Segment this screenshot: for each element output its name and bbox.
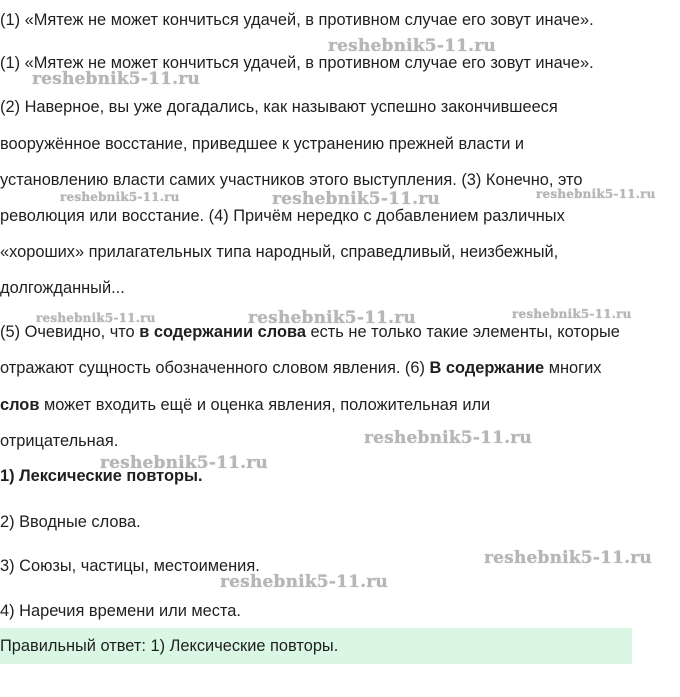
watermark: reshebnik5-11.ru — [36, 311, 156, 325]
paragraph-3-line-3 — [0, 395, 490, 415]
watermark: reshebnik5-11.ru — [536, 187, 656, 201]
paragraph-3-line-2 — [0, 358, 602, 378]
correct-answer: Правильный ответ: 1) Лексические повторы. — [0, 637, 339, 655]
paragraph-2-line-6: долгожданный... — [0, 279, 125, 297]
watermark: reshebnik5-11.ru — [512, 307, 632, 321]
paragraph-2-line-1: (2) Наверное, вы уже догадались, как называют успешно закончившееся — [0, 98, 558, 116]
watermark: reshebnik5-11.ru — [364, 428, 532, 448]
option-4: 4) Наречия времени или места. — [0, 602, 241, 620]
watermark: reshebnik5-11.ru — [328, 36, 496, 56]
text-segment: отражают сущность обозначенного словом явления. (6) — [0, 359, 430, 377]
watermark: reshebnik5-11.ru — [32, 69, 200, 89]
watermark: reshebnik5-11.ru — [248, 308, 416, 328]
paragraph-2-line-5: «хороших» прилагательных типа народный, справедливый, неизбежный, — [0, 243, 559, 261]
paragraph-2-line-4: революция или восстание. (4) Причём нередко с добавлением различных — [0, 207, 565, 225]
option-1: 1) Лексические повторы. — [0, 467, 203, 485]
sentence-1-repeat: (1) «Мятеж не может кончиться удачей, в противном случае его зовут иначе». — [0, 54, 594, 72]
text-segment: (5) Очевидно, что — [0, 323, 140, 341]
bold-phrase: слов — [0, 396, 40, 414]
text-segment: многих — [544, 359, 602, 377]
watermark: reshebnik5-11.ru — [100, 453, 268, 473]
watermark: reshebnik5-11.ru — [60, 190, 180, 204]
paragraph-2-line-3: установлению власти самих участников этого выступления. (3) Конечно, это — [0, 171, 583, 189]
text-segment: может входить ещё и оценка явления, положительная или — [39, 396, 491, 414]
text-segment: есть не только такие элементы, которые — [305, 323, 620, 341]
paragraph-3-line-1 — [0, 322, 620, 342]
watermark: reshebnik5-11.ru — [220, 572, 388, 592]
watermark: reshebnik5-11.ru — [484, 548, 652, 568]
paragraph-2-line-2: вооружённое восстание, приведшее к устранению прежней власти и — [0, 135, 525, 153]
bold-phrase: в содержании слова — [139, 323, 306, 341]
option-2: 2) Вводные слова. — [0, 513, 141, 531]
option-3: 3) Союзы, частицы, местоимения. — [0, 557, 260, 575]
paragraph-3-line-4: отрицательная. — [0, 432, 119, 450]
sentence-1: (1) «Мятеж не может кончиться удачей, в противном случае его зовут иначе». — [0, 11, 594, 29]
bold-phrase: В содержание — [429, 359, 545, 377]
watermark: reshebnik5-11.ru — [272, 189, 440, 209]
